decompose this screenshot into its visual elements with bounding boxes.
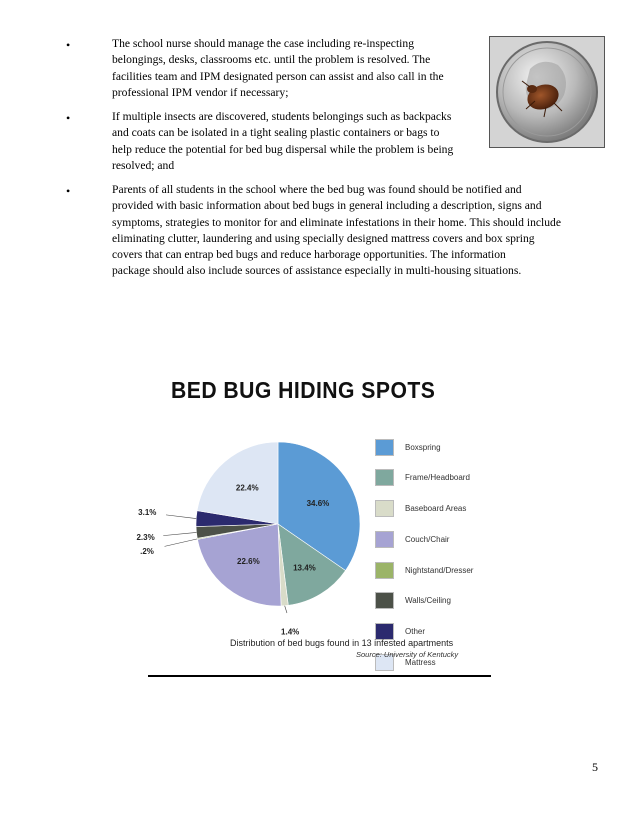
pie-slice-value-label: 13.4% [293, 563, 316, 573]
chart-title: BED BUG HIDING SPOTS [171, 377, 436, 403]
legend-swatch [375, 531, 394, 548]
text-line: help reduce the potential for bed bug dispersal while the problem is being [112, 142, 454, 156]
text-line: resolved; and [112, 158, 175, 172]
text-line: belongings, desks, classrooms etc. until the problem is resolved. The [112, 53, 431, 67]
legend-item [375, 559, 473, 581]
text-line: The school nurse should manage the case including re-inspecting [112, 37, 414, 50]
bullet-paragraph-nurse [112, 36, 444, 101]
bullet-paragraph-insects [112, 109, 453, 174]
bullet-symbol: • [66, 38, 71, 52]
legend-label: Walls/Ceiling [405, 596, 451, 606]
pie-leader-line [163, 532, 196, 535]
legend-label: Mattress [405, 658, 436, 668]
pie-slice-value-label: 22.6% [237, 557, 260, 567]
legend-label: Nightstand/Dresser [405, 565, 474, 575]
legend-item [375, 436, 473, 458]
legend-item [375, 528, 473, 550]
text-line: Parents of all students in the school where the bed bug was found should be notified and [112, 183, 522, 196]
pie-slice-value-label: 1.4% [281, 627, 300, 637]
text-line: If multiple insects are discovered, students belongings such as backpacks [112, 110, 452, 123]
pie-slice-value-label: 2.3% [136, 533, 155, 543]
legend-swatch [375, 562, 394, 579]
text-line: eliminating clutter, laundering and using specially designed mattress covers and box spring [112, 231, 535, 245]
legend-swatch [375, 500, 394, 517]
legend-label: Couch/Chair [405, 534, 450, 544]
bed-bug-on-coin-photo [489, 36, 605, 148]
pie-leader-line [165, 539, 198, 546]
legend-label: Baseboard Areas [405, 504, 467, 514]
legend-item [375, 590, 473, 612]
chart-caption: Distribution of bed bugs found in 13 infested apartments [230, 638, 454, 648]
pie-slice-value-label: .2% [140, 547, 154, 557]
bullet-symbol: • [66, 111, 71, 125]
legend-label: Frame/Headboard [405, 473, 470, 483]
pie-slice-value-label: 34.6% [306, 499, 330, 509]
legend-label: Other [405, 627, 426, 637]
chart-source: Source: University of Kentucky [356, 650, 459, 659]
legend-swatch [375, 592, 394, 609]
legend-swatch [375, 439, 394, 456]
text-line: facilities team and IPM designated person can assist and also call in the [112, 69, 444, 83]
coin-illustration [490, 37, 604, 147]
text-line: covers that can entrap bed bugs and reduce harborage opportunities. The information [112, 248, 506, 262]
pie-leader-line [166, 515, 196, 519]
page-number: 5 [592, 760, 598, 774]
bullet-paragraph-parents [112, 182, 561, 280]
horizontal-rule [148, 675, 491, 677]
pie-slice-value-label: 22.4% [235, 483, 259, 493]
bullet-symbol: • [66, 184, 71, 198]
text-line: package should also include sources of assistance especially in multi-housing situations. [112, 264, 522, 278]
pie-slice-value-label: 3.1% [138, 507, 157, 517]
legend-item [375, 467, 473, 489]
text-line: symptoms, strategies to monitor for and eliminate infestations in their home. This should include [112, 215, 561, 229]
pie-leader-line [285, 606, 287, 613]
text-line: and coats can be isolated in a tight sealing plastic containers or bags to [112, 126, 440, 140]
legend-swatch [375, 469, 394, 486]
text-line: professional IPM vendor if necessary; [112, 85, 289, 99]
legend-item [375, 498, 473, 520]
legend-label: Boxspring [405, 442, 441, 452]
text-line: provided with basic information about bed bugs in general including a description, signs and [112, 199, 542, 213]
